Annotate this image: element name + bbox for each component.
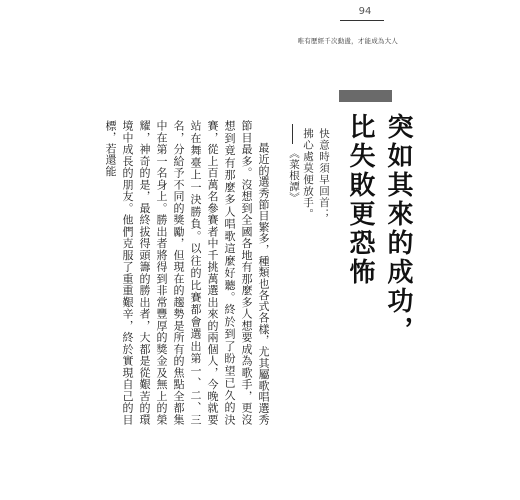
chapter-title-line-1: 突如其來的成功， xyxy=(383,113,413,345)
chapter-title xyxy=(341,113,417,345)
epigraph-dash xyxy=(292,124,293,144)
epigraph-line-1: 快意時須早回首； xyxy=(318,128,330,220)
body-paragraph: 最近的選秀節目繁多，種類也各式各樣，尤其屬歌唱選秀節目最多。沒想到全國各地有那麼多人想要成為歌手，更沒想到竟有那麼多人唱歌這麼好聽。終於到了盼望已久的決賽，從上百萬名參賽者中千挑萬選出來的兩個人，今晚就要站在舞臺上一決勝負。以往的比賽都會選出第一、二、三名，分給予不同的獎勵，但現在的趨勢是所有的焦點全都集中在第一名身上。勝出者將得到非常豐厚的獎金及無上的榮耀，神奇的是，最終拔得頭籌的勝出者，大都是從艱苦的環境中成長的朋友。他們克服了重重艱辛，終於實現自己的目標，若還能 xyxy=(104,120,270,425)
chapter-title-line-2: 比失敗更恐怖 xyxy=(345,113,375,287)
page-number: 94 xyxy=(358,6,372,17)
epigraph-source: 《菜根譚》 xyxy=(288,148,300,203)
chapter-title-bar xyxy=(339,90,392,102)
body-text xyxy=(104,120,272,425)
header-rule xyxy=(340,20,384,21)
running-head: 唯有歷經千次動盪，才能成為大人 xyxy=(297,37,398,45)
epigraph-line-2: 拂心處莫便放手。 xyxy=(302,128,314,220)
